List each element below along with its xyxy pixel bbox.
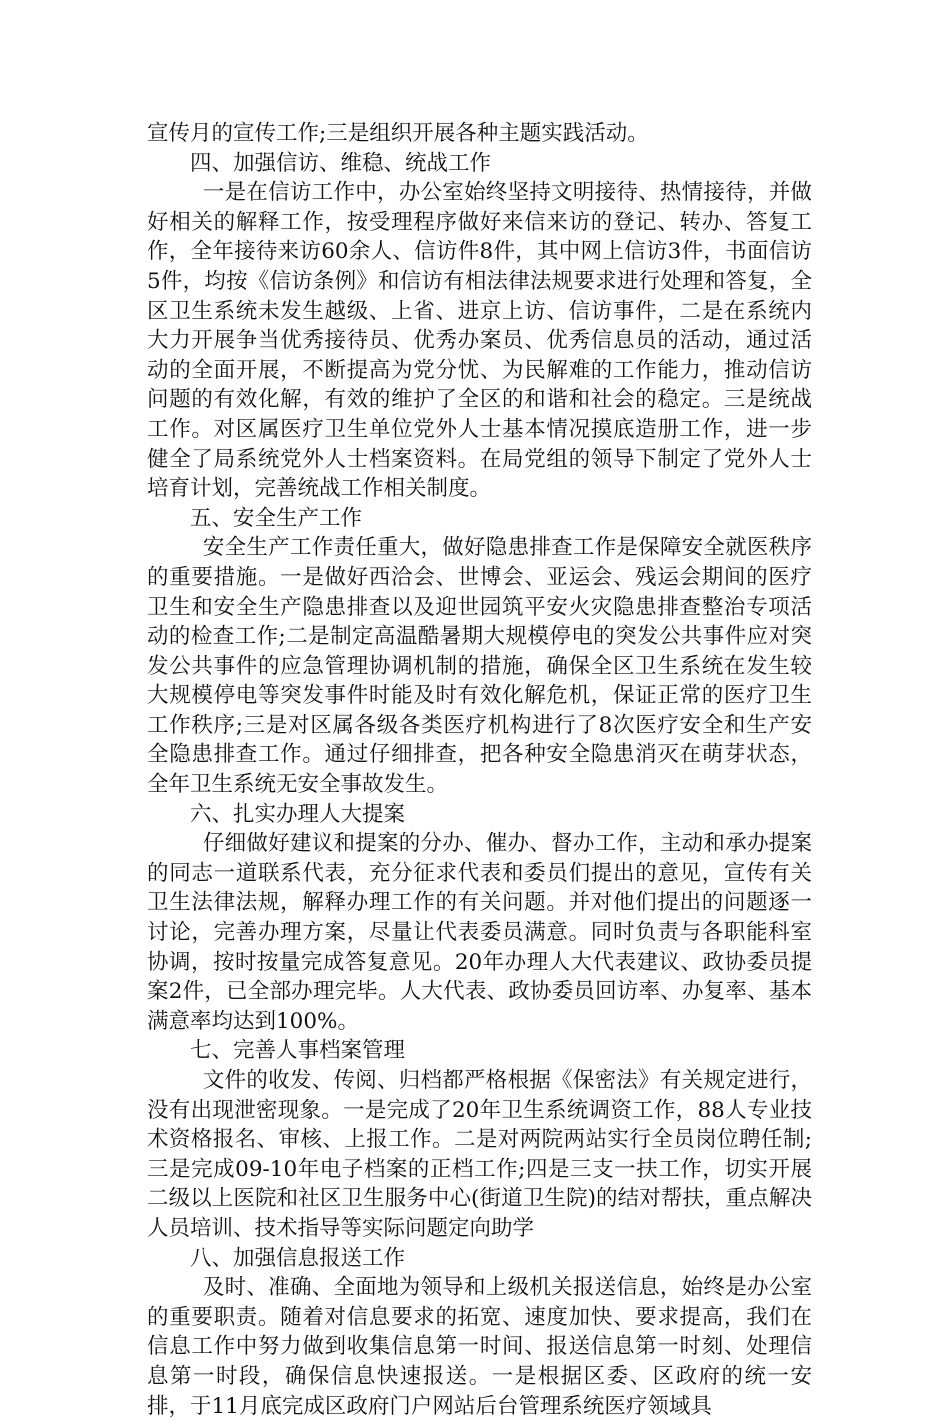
paragraph-proposals: 仔细做好建议和提案的分办、催办、督办工作，主动和承办提案的同志一道联系代表，充分征求代表和委员们提出的意见，宣传有关卫生法律法规，解释办理工作的有关问题。并对他们提出的问题逐一讨论，完善办理方案，尽量让代表委员满意。同时负责与各职能科室协调，按时按量完成答复意见。20年办理人大代表建议、政协委员提案2件，已全部办理完毕。人大代表、政协委员回访率、办复率、基本满意率均达到100%。 [147,831,812,1034]
section-heading-archives: 七、完善人事档案管理 [190,1038,406,1064]
section-heading-petitions: 四、加强信访、维稳、统战工作 [190,150,492,176]
paragraph-petitions: 一是在信访工作中，办公室始终坚持文明接待、热情接待，并做好相关的解释工作，按受理程序做好来信来访的登记、转办、答复工作，全年接待来访60余人、信访件8件，其中网上信访3件，书面信访5件，均按《信访条例》和信访有相法律法规要求进行处理和答复，全区卫生系统未发生越级、上省、进京上访、信访事件，二是在系统内大力开展争当优秀接待员、优秀办案员、优秀信息员的活动，通过活动的全面开展，不断提高为党分忧、为民解难的工作能力，推动信访问题的有效化解，有效的维护了全区的和谐和社会的稳定。三是统战工作。对区属医疗卫生单位党外人士基本情况摸底造册工作，进一步健全了局系统党外人士档案资料。在局党组的领导下制定了党外人士培育计划，完善统战工作相关制度。 [147,180,812,502]
section-heading-information: 八、加强信息报送工作 [190,1245,406,1271]
document-page [147,119,812,1421]
continued-paragraph: 宣传月的宣传工作;三是组织开展各种主题实践活动。 [147,121,649,146]
paragraph-information: 及时、准确、全面地为领导和上级机关报送信息，始终是办公室的重要职责。随着对信息要求的拓宽、速度加快、要求提高，我们在信息工作中努力做到收集信息第一时间、报送信息第一时刻、处理信息第一时段，确保信息快速报送。一是根据区委、区政府的统一安排，于11月底完成区政府门户网站后台管理系统医疗领域具 [147,1275,812,1419]
paragraph-archives: 文件的收发、传阅、归档都严格根据《保密法》有关规定进行，没有出现泄密现象。一是完成了20年卫生系统调资工作，88人专业技术资格报名、审核、上报工作。二是对两院两站实行全员岗位聘任制;三是完成09-10年电子档案的正档工作;四是三支一扶工作，切实开展二级以上医院和社区卫生服务中心(街道卫生院)的结对帮扶，重点解决人员培训、技术指导等实际问题定向助学 [147,1068,812,1241]
paragraph-safety: 安全生产工作责任重大，做好隐患排查工作是保障安全就医秩序的重要措施。一是做好西洽会、世博会、亚运会、残运会期间的医疗卫生和安全生产隐患排查以及迎世园筑平安火灾隐患排查整治专项活动的检查工作;二是制定高温酷暑期大规模停电的突发公共事件应对突发公共事件的应急管理协调机制的措施，确保全区卫生系统在发生较大规模停电等突发事件时能及时有效化解危机，保证正常的医疗卫生工作秩序;三是对区属各级各类医疗机构进行了8次医疗安全和生产安全隐患排查工作。通过仔细排查，把各种安全隐患消灭在萌芽状态，全年卫生系统无安全事故发生。 [147,535,812,798]
section-heading-proposals: 六、扎实办理人大提案 [190,801,406,827]
section-heading-safety: 五、安全生产工作 [190,505,363,531]
